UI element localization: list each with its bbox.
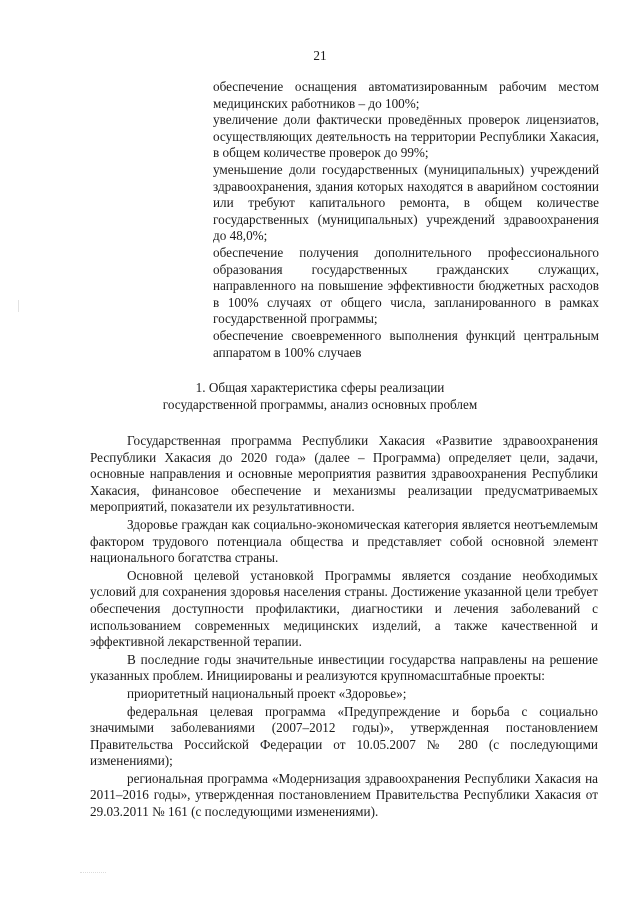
paragraph: Здоровье граждан как социально-экономическая категория является неотъемлемым фактором трудового потенциала общества и представляет собой основной элемент национального богатства страны. xyxy=(90,516,598,566)
paragraph: Государственная программа Республики Хакасия «Развитие здравоохранения Республики Хакасия до 2020 года» (далее – Программа) определяет цели, задачи, основные направления и основные мероприятия развития здравоохранения Республики Хакасия, финансовое обеспечение и механизмы реализации предусматриваемых мероприятий, показатели их результативности. xyxy=(90,433,598,515)
scan-smudge xyxy=(80,862,106,873)
list-item: обеспечение оснащения автоматизированным рабочим местом медицинских работников – до 100%; xyxy=(213,79,599,111)
scan-margin-mark xyxy=(18,300,19,312)
paragraph: Основной целевой установкой Программы является создание необходимых условий для сохранения здоровья населения страны. Достижение указанной цели требует обеспечения доступности профилактики, диагностики и лечения заболеваний с использованием современных медицинских изделий, а также качественной и эффективной лекарственной терапии. xyxy=(90,567,598,650)
paragraph: В последние годы значительные инвестиции государства направлены на решение указанных проблем. Инициированы и реализуются крупномасштабные проекты: xyxy=(90,651,598,684)
section-title-line-1: 1. Общая характеристика сферы реализации xyxy=(195,380,445,395)
project-item: федеральная целевая программа «Предупреждение и борьба с социально значимыми заболеваниями (2007–2012 годы)», утвержденная постановлением Правительства Российской Федерации от 10.05.2007 № 280 (с последующими изменениями); xyxy=(90,703,598,769)
project-item: приоритетный национальный проект «Здоровье»; xyxy=(127,685,407,701)
list-item: уменьшение доли государственных (муниципальных) учреждений здравоохранения, здания которых находятся в аварийном состоянии или требуют капитального ремонта, в общем количестве государственных (муниципальных) учреждений здравоохранения до 48,0%; xyxy=(213,161,599,244)
page-number: 21 xyxy=(313,48,327,63)
list-item: обеспечение получения дополнительного профессионального образования государственных гражданских служащих, направленного на повышение эффективности бюджетных расходов в 100% случаях от общего числа, запланированного в рамках государственной программы; xyxy=(213,244,599,327)
project-item: региональная программа «Модернизация здравоохранения Республики Хакасия на 2011–2016 годы», утвержденная постановлением Правительства Республики Хакасия от 29.03.2011 № 161 (с последующими изменениями). xyxy=(90,770,598,820)
section-title-line-2: государственной программы, анализ основных проблем xyxy=(162,396,478,412)
goals-list xyxy=(213,79,599,361)
body-text xyxy=(90,433,598,822)
section-title xyxy=(0,380,640,413)
list-item: обеспечение своевременного выполнения функций центральным аппаратом в 100% случаев xyxy=(213,327,599,360)
list-item: увеличение доли фактически проведённых проверок лицензиатов, осуществляющих деятельность на территории Республики Хакасия, в общем количестве проверок до 99%; xyxy=(213,112,599,161)
